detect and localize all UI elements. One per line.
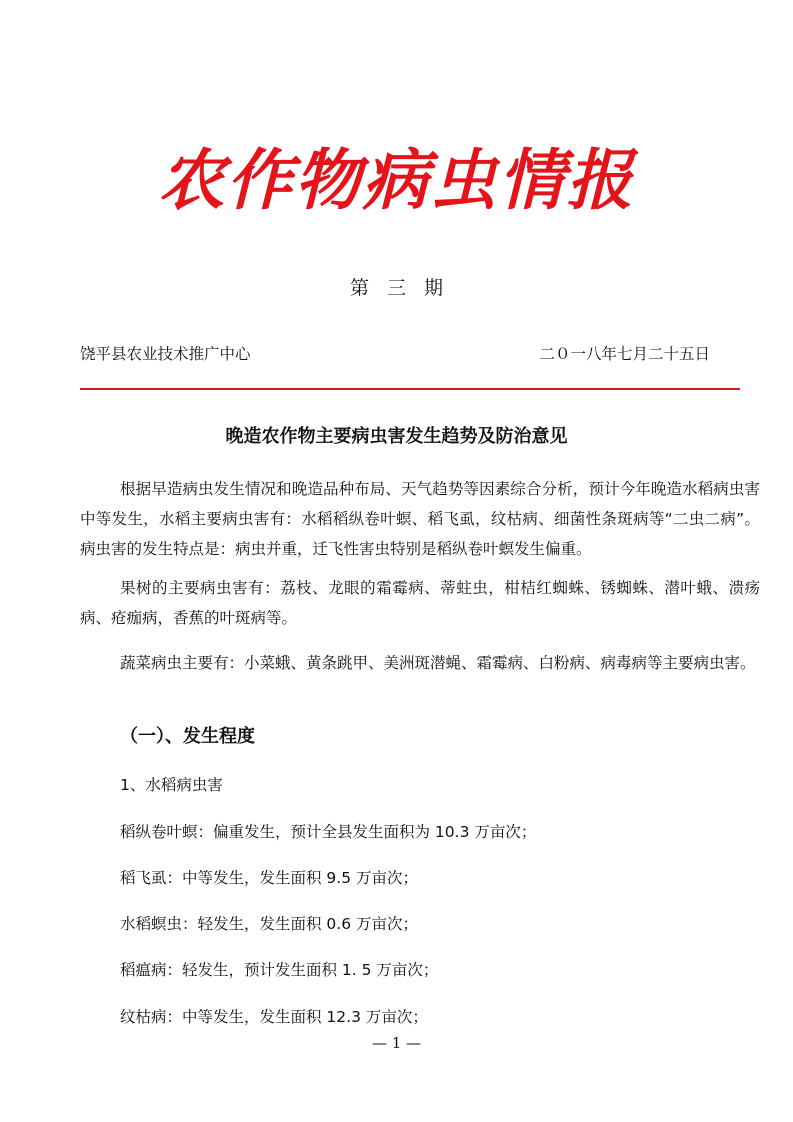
paragraph-rice-overview: 根据早造病虫发生情况和晚造品种布局、天气趋势等因素综合分析，预计今年晚造水稻病虫害中等发生，水稻主要病虫害有：水稻稻纵卷叶螟、稻飞虱，纹枯病、细菌性条斑病等“二虫二病”。病虫害的发生特点是：病虫并重，迁飞性害虫特别是稻纵卷叶螟发生偏重。	[80, 480, 760, 558]
list-item: 稻瘟病：轻发生，预计发生面积 1. 5 万亩次；	[120, 961, 439, 979]
header-divider	[80, 388, 740, 390]
list-item: 纹枯病：中等发生，发生面积 12.3 万亩次；	[120, 1008, 428, 1026]
issue-date: 二０一八年七月二十五日	[539, 345, 710, 363]
article-title: 晚造农作物主要病虫害发生趋势及防治意见	[225, 426, 568, 447]
section-heading: （一）、发生程度	[120, 726, 255, 747]
masthead-title: 农作物病虫情报	[158, 141, 635, 219]
list-item: 稻纵卷叶螟：偏重发生，预计全县发生面积为 10.3 万亩次；	[120, 823, 537, 841]
list-item: 1、水稻病虫害	[120, 776, 223, 794]
page-number: — 1 —	[371, 1034, 422, 1052]
issue-number: 第三期	[349, 277, 461, 299]
list-item: 水稻螟虫：轻发生，发生面积 0.6 万亩次；	[120, 915, 419, 933]
paragraph-vegetable-pests: 蔬菜病虫主要有：小菜蛾、黄条跳甲、美洲斑潜蝇、霜霉病、白粉病、病毒病等主要病虫害。	[120, 654, 756, 672]
paragraph-fruit-pests: 果树的主要病虫害有：荔枝、龙眼的霜霉病、蒂蛀虫，柑桔红蜘蛛、锈蜘蛛、潜叶蛾、溃疡病、疮痂病，香蕉的叶斑病等。	[80, 579, 760, 627]
list-item: 稻飞虱：中等发生，发生面积 9.5 万亩次；	[120, 869, 419, 887]
issuing-organization: 饶平县农业技术推广中心	[80, 345, 251, 363]
